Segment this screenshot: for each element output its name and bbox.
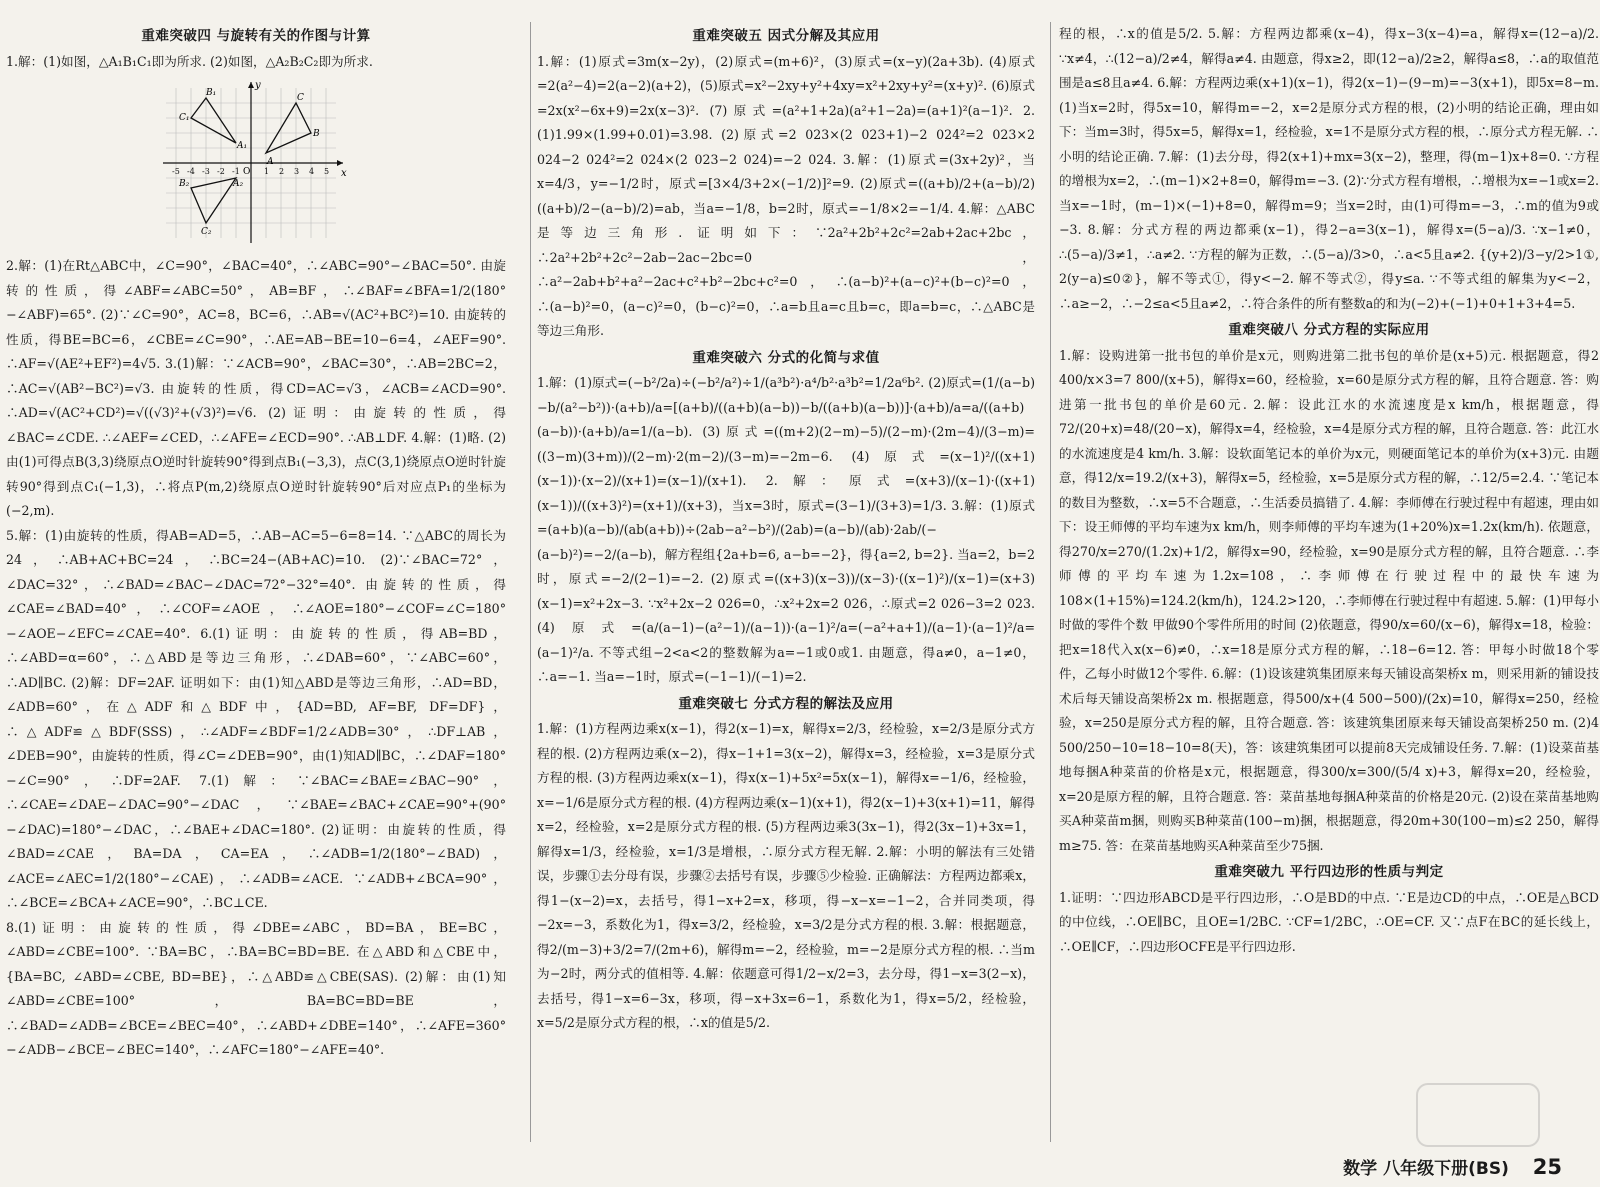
point-label-b2: B₂ bbox=[179, 179, 190, 189]
point-label-a1: A₁ bbox=[237, 141, 248, 151]
section-title: 重难突破六 分式的化简与求值 bbox=[692, 349, 880, 366]
coordinate-graph bbox=[161, 78, 351, 248]
footer-subject: 数学 bbox=[1343, 1159, 1378, 1179]
point-label-a: A bbox=[267, 157, 274, 167]
x-tick-label: -2 bbox=[217, 167, 225, 176]
x-tick-label: 4 bbox=[309, 167, 315, 176]
triangle-a1b1c1 bbox=[191, 98, 236, 143]
point-label-b1: B₁ bbox=[206, 88, 217, 98]
origin-label: O bbox=[243, 167, 251, 177]
answer-paragraph: 1.解：(1)原式=3m(x−2y)，(2)原式=(m+6)²，(3)原式=(x−y)(2a+3b). (4)原式=2(a²−4)=2(a−2)(a+2)，(5)原式=x²−2xy+y²+4xy=x²+2xy+y²=(x+y)². (6)原式=2x(x²−6x+9)=2x(x−3)². (7)原式=(a²+1+2a)(a²+1−2a)=(a+1)²(a−1)². 2.(1)1.99×(1.99+0.01)=3.98. (2)原式=2 023×(2 023+1)−2 024²=2 023×2 024−2 024²=2 024×(2 023−2 024)=−2 024. 3.解：(1)原式=(3x+2y)²，当x=4/3，y=−1/2时，原式=[3×4/3+2×(−1/2)]²=9. (2)原式=((a+b)/2+(a−b)/2)((a+b)/2−(a−b)/2)=ab，当a=−1/8，b=2时，原式=−1/8×2=−1/4. 4.解：△ABC是等边三角形. 证明如下：∵2a²+2b²+2c²=2ab+2ac+2bc，∴2a²+2b²+2c²−2ab−2ac−2bc=0，∴a²−2ab+b²+a²−2ac+c²+b²−2bc+c²=0，∴(a−b)²+(a−c)²+(b−c)²=0，∴(a−b)²=0，(a−c)²=0，(b−c)²=0，∴a=b且a=c且b=c，即a=b=c，∴△ABC是等边三角形. bbox=[537, 53, 1035, 338]
section-title: 重难突破四 与旋转有关的作图与计算 bbox=[141, 28, 371, 44]
x-axis-label: x bbox=[341, 168, 347, 179]
answer-paragraph: 5.解：(1)由旋转的性质，得AB=AD=5，∴AB−AC=5−6=8=14. ∵△ABC的周长为24，∴AB+AC+BC=24，∴BC=24−(AB+AC)=10. (2)∵∠BAC=72°，∠DAC=32°，∴∠BAD=∠BAC−∠DAC=72°−32°=40°. 由旋转的性质，得∠CAE=∠BAD=40°，∴∠COF=∠AOE，∴∠AOE=180°−∠COF=∠C=180°−∠AOE−∠EFC=∠CAE=40°. 6.(1)证明：由旋转的性质，得AB=BD，∴∠ABD=α=60°，∴△ABD是等边三角形，∴∠DAB=60°，∵∠ABC=60°，∴AD∥BC. (2)解：DF=2AF. 证明如下：由(1)知△ABD是等边三角形，∴AD=BD，∠ADB=60°，在△ADF和△BDF中，{AD=BD, AF=BF, DF=DF}，∴△ADF≌△BDF(SSS)，∴∠ADF=∠BDF=1/2∠ADB=30°，∴DF⊥AB，∠DEB=90°，由旋转的性质，得∠C=∠DEB=90°，由(1)知AD∥BC，∴∠DAF=180°−∠C=90°，∴DF=2AF. 7.(1)解：∵∠BAC=∠BAE=∠BAC−90°，∴∠CAE=∠DAE−∠DAC=90°−∠DAC，∵∠BAE=∠BAC+∠CAE=90°+(90°−∠DAC)=180°−∠DAC，∴∠BAE+∠DAC=180°. (2)证明：由旋转的性质，得∠BAD=∠CAE，BA=DA，CA=EA，∴∠ADB=1/2(180°−∠BAD)，∠ACE=∠AEC=1/2(180°−∠CAE)，∴∠ADB=∠ACE. ∵∠ADB+∠BCA=90°，∴∠BCE=∠BCA+∠ACE=90°，∴BC⊥CE. bbox=[6, 527, 506, 910]
x-tick-label: 3 bbox=[294, 167, 300, 176]
column-1 bbox=[6, 22, 506, 1142]
point-label-a2: A₂ bbox=[233, 179, 244, 189]
x-tick-label: -3 bbox=[202, 167, 210, 176]
y-axis-label: y bbox=[255, 80, 261, 91]
x-tick-label: 5 bbox=[324, 167, 330, 176]
x-tick-label: 1 bbox=[264, 167, 270, 176]
triangle-a2b2c2 bbox=[191, 178, 236, 223]
section-title: 重难突破九 平行四边形的性质与判定 bbox=[1214, 864, 1444, 880]
watermark-logo bbox=[1416, 1083, 1540, 1147]
answer-paragraph: 1.解：(1)如图，△A₁B₁C₁即为所求. (2)如图，△A₂B₂C₂即为所求. bbox=[6, 53, 373, 69]
answer-paragraph: 1.证明：∵四边形ABCD是平行四边形，∴O是BD的中点. ∵E是边CD的中点，∴OE是△BCD的中位线，∴OE∥BC，且OE=1/2BC. ∵CF=1/2BC，∴OE=CF. 又∵点F在BC的延长线上，∴OE∥CF，∴四边形OCFE是平行四边形. bbox=[1059, 889, 1599, 954]
column-2 bbox=[530, 22, 1035, 1142]
answer-paragraph: 程的根，∴x的值是5/2. 5.解：方程两边都乘(x−4)，得x−3(x−4)=a，解得x=(12−a)/2. ∵x≠4，∴(12−a)/2≠4，解得a≠4. 由题意，得x≥2，即(12−a)/2≥2，解得a≤8，∴a的取值范围是a≤8且a≠4. 6.解：方程两边乘(x+1)(x−1)，得2(x−1)−(9−m)=−3(x+1)，即5x=8−m. (1)当x=2时，得5x=10，解得m=−2，x=2是原分式方程的根，(2)小明的结论正确，理由如下：当m=3时，得5x=5，解得x=1，经检验，x=1不是原分式方程的根，∴原分式方程无解. ∴小明的结论正确. 7.解：(1)去分母，得2(x+1)+mx=3(x−2)，整理，得(m−1)x+8=0. ∵方程的增根为x=2，∴(m−1)×2+8=0，解得m=−3. (2)∵分式方程有增根，∴增根为x=−1或x=2. 当x=−1时，(m−1)×(−1)+8=0，解得m=9；当x=2时，由(1)可得m=−3，∴m的值为9或−3. 8.解：分式方程的两边都乘(x−1)，得2−a=3(x−1)，解得x=(5−a)/3. ∵x−1≠0，∴(5−a)/3≠1，∴a≠2. ∵方程的解为正数，∴(5−a)/3>0，∴a<5且a≠2. {(y+2)/3−y/2>1①, 2(y−a)≤0②}，解不等式①，得y<−2. 解不等式②，得y≤a. ∵不等式组的解集为y<−2，∴a≥−2，∴−2≤a<5且a≠2，∴符合条件的所有整数a的和为(−2)+(−1)+0+1+3+4=5. bbox=[1059, 26, 1599, 311]
x-tick-label: -5 bbox=[172, 167, 180, 176]
point-label-b: B bbox=[313, 129, 320, 139]
answer-paragraph: 1.解：(1)原式=(−b²/2a)÷(−b²/a²)÷1/(a³b²)·a⁴/b²·a³b²=1/2a⁶b². (2)原式=(1/(a−b)−b/(a²−b²))·(a+b)/a=[(a+b)/((a+b)(a−b))−b/((a+b)(a−b))]·(a+b)/a=a/((a+b)(a−b))·(a+b)/a=1/(a−b). (3)原式=((m+2)(2−m)−5)/(2−m)·(2m−4)/(3−m)=((3−m)(3+m))/(2−m)·2(m−2)/(3−m)=−2m−6. (4)原式=(x−1)²/((x+1)(x−1))·(x−2)/(x+1)=(x−1)/(x+1). 2.解：原式=(x+3)/(x−1)·((x+1)(x−1))/((x+3)²)=(x+1)/(x+3)，当x=3时，原式=(3−1)/(3+3)=1/3. 3.解：(1)原式=(a+b)(a−b)/(ab(a+b))÷(2ab−a²−b²)/(2ab)=(a−b)/(ab)·2ab/(−(a−b)²)=−2/(a−b)，解方程组{2a+b=6, a−b=−2}，得{a=2, b=2}. 当a=2，b=2时，原式=−2/(2−1)=−2. (2)原式=((x+3)(x−3))/(x−3)·((x−1)²)/(x−1)=(x+3)(x−1)=x²+2x−3. ∵x²+2x−2 026=0，∴x²+2x=2 026，∴原式=2 026−3=2 023. (4)原式=(a/(a−1)−(a²−1)/(a−1))·(a−1)²/a=(−a²+a+1)/(a−1)·(a−1)²/a=(a−1)²/a. 不等式组−2<a<2的整数解为a=−1或0或1. 由题意，得a≠0，a−1≠0，∴a=−1. 当a=−1时，原式=(−1−1)/(−1)=2. bbox=[537, 375, 1035, 684]
x-tick-label: -1 bbox=[232, 167, 240, 176]
section-title: 重难突破八 分式方程的实际应用 bbox=[1228, 322, 1430, 338]
point-label-c2: C₂ bbox=[201, 227, 212, 237]
triangle-abc bbox=[266, 103, 311, 153]
page-number: 25 bbox=[1532, 1155, 1562, 1179]
footer-grade: 八年级下册(BS) bbox=[1383, 1159, 1509, 1179]
answer-paragraph: 2.解：(1)在Rt△ABC中，∠C=90°，∠BAC=40°，∴∠ABC=90°−∠BAC=50°. 由旋转的性质，得∠ABF=∠ABC=50°，AB=BF，∴∠BAF=∠BFA=1/2(180°−∠ABF)=65°. (2)∵∠C=90°，AC=8，BC=6，∴AB=√(AC²+BC²)=10. 由旋转的性质，得BE=BC=6，∠CBE=∠C=90°，∴AE=AB−BE=10−6=4，∠AEF=90°. ∴AF=√(AE²+EF²)=4√5. 3.(1)解：∵∠ACB=90°，∠BAC=30°，∴AB=2BC=2，∴AC=√(AB²−BC²)=√3. 由旋转的性质，得CD=AC=√3，∠ACB=∠ACD=90°. ∴AD=√(AC²+CD²)=√((√3)²+(√3)²)=√6. (2)证明：由旋转的性质，得∠BAC=∠CDE. ∴∠AEF=∠CED，∴∠AFE=∠ECD=90°. ∴AB⊥DF. 4.解：(1)略. (2)由(1)可得点B(3,3)绕原点O逆时针旋转90°得到点B₁(−3,3)，点C(3,1)绕原点O逆时针旋转90°得到点C₁(−1,3)，∴将点P(m,2)绕原点O逆时针旋转90°后对应点P₁的坐标为(−2,m). bbox=[6, 258, 506, 518]
x-tick-label: -4 bbox=[187, 167, 195, 176]
page-footer bbox=[1343, 1154, 1562, 1179]
answer-paragraph: 8.(1)证明：由旋转的性质，得∠DBE=∠ABC，BD=BA，BE=BC，∠ABD=∠CBE=100°. ∵BA=BC，∴BA=BC=BD=BE. 在△ABD和△CBE中，{BA=BC, ∠ABD=∠CBE, BD=BE}，∴△ABD≌△CBE(SAS). (2)解：由(1)知∠ABD=∠CBE=100°，BA=BC=BD=BE，∴∠BAD=∠ADB=∠BCE=∠BEC=40°，∴∠ABD+∠DBE=140°，∴∠AFE=360°−∠ADB−∠BCE−∠BEC=140°，∴∠AFC=180°−∠AFE=40°. bbox=[6, 919, 506, 1057]
column-3 bbox=[1050, 22, 1599, 1142]
answer-paragraph: 1.解：设购进第一批书包的单价是x元，则购进第二批书包的单价是(x+5)元. 根据题意，得2 400/x×3=7 800/(x+5)，解得x=60，经检验，x=60是原分式方程的解，且符合题意. 答：购进第一批书包的单价是60元. 2.解：设此江水的水流速度是x km/h，根据题意，得72/(20+x)=48/(20−x)，解得x=4，经检验，x=4是原分式方程的解，且符合题意. 答：此江水的水流速度是4 km/h. 3.解：设软面笔记本的单价为x元，则硬面笔记本的单价为(x+3)元. 由题意，得12/x=19.2/(x+3)，解得x=5，经检验，x=5是原分式方程的解，∴12/5=2.4. ∵笔记本的数目为整数，∴x=5不合题意，∴生活委员搞错了. 4.解：李师傅在行驶过程中有超速，理由如下：设王师傅的平均车速为x km/h，则李师傅的平均车速为(1+20%)x=1.2x(km/h). 依题意，得270/x=270/(1.2x)+1/2，解得x=90，经检验，x=90是原分式方程的解，且符合题意. ∴李师傅的平均车速为1.2x=108，∴李师傅在行驶过程中的最快车速为108×(1+15%)=124.2(km/h)，124.2>120，∴李师傅在行驶过程中有超速. 5.解：(1)甲每小时做的零件个数 甲做90个零件所用的时间 (2)依题意，得90/x=60/(x−6)，解得x=18，检验：把x=18代入x(x−6)≠0，∴x=18是原分式方程的解，∴18−6=12. 答：甲每小时做18个零件，乙每小时做12个零件. 6.解：(1)设该建筑集团原来每天铺设高架桥x m，则采用新的铺设技术后每天铺设高架桥2x m. 根据题意，得500/x+(4 500−500)/(2x)=10，解得x=250，经检验，x=250是原分式方程的解，且符合题意. 答：该建筑集团原来每天铺设高架桥250 m. (2)4 500/250−10=18−10=8(天)，答：该建筑集团可以提前8天完成铺设任务. 7.解：(1)设菜苗基地每捆A种菜苗的价格是x元，根据题意，得300/x=300/(5/4 x)+3，解得x=20，经检验，x=20是原方程的解，且符合题意. 答：菜苗基地每捆A种菜苗的价格是20元. (2)设在菜苗基地购买A种菜苗m捆，则购买B种菜苗(100−m)捆，根据题意，得20m+30(100−m)≤2 250，解得m≥75. 答：在菜苗基地购买A种菜苗至少75捆. bbox=[1059, 347, 1599, 853]
x-tick-label: 2 bbox=[279, 167, 285, 176]
point-label-c1: C₁ bbox=[179, 113, 190, 123]
answer-paragraph: 1.解：(1)方程两边乘x(x−1)，得2(x−1)=x，解得x=2/3，经检验，x=2/3是原分式方程的根. (2)方程两边乘(x−2)，得x−1+1=3(x−2)，解得x=3，经检验，x=3是原分式方程的根. (3)方程两边乘x(x−1)，得x(x−1)+5x²=5x(x−1)，解得x=−1/6，经检验，x=−1/6是原分式方程的根. (4)方程两边乘(x−1)(x+1)，得2(x−1)+3(x+1)=11，解得x=2，经检验，x=2是原分式方程的根. (5)方程两边乘3(3x−1)，得2(3x−1)+3x=1，解得x=1/3，经检验，x=1/3是增根，∴原分式方程无解. 2.解：小明的解法有三处错误，步骤①去分母有误，步骤②去括号有误，步骤⑤少检验. 正确解法：方程两边都乘x，得1−(x−2)=x，去括号，得1−x+2=x，移项，得−x−x=−1−2，合并同类项，得−2x=−3，系数化为1，得x=3/2，经检验，x=3/2是分式方程的根. 3.解：根据题意，得2/(m−3)+3/2=7/(2m+6)，解得m=−2，经检验，m=−2是原分式方程的根. ∴当m为−2时，两分式的值相等. 4.解：依题意可得1/2−x/2=3，去分母，得1−x=3(2−x)，去括号，得1−x=6−3x，移项，得−x+3x=6−1，系数化为1，得x=5/2，经检验，x=5/2是原分式方程的根，∴x的值是5/2. bbox=[537, 721, 1035, 1030]
point-label-c: C bbox=[297, 93, 304, 103]
section-title: 重难突破五 因式分解及其应用 bbox=[692, 28, 880, 44]
section-title: 重难突破七 分式方程的解法及应用 bbox=[678, 695, 894, 712]
